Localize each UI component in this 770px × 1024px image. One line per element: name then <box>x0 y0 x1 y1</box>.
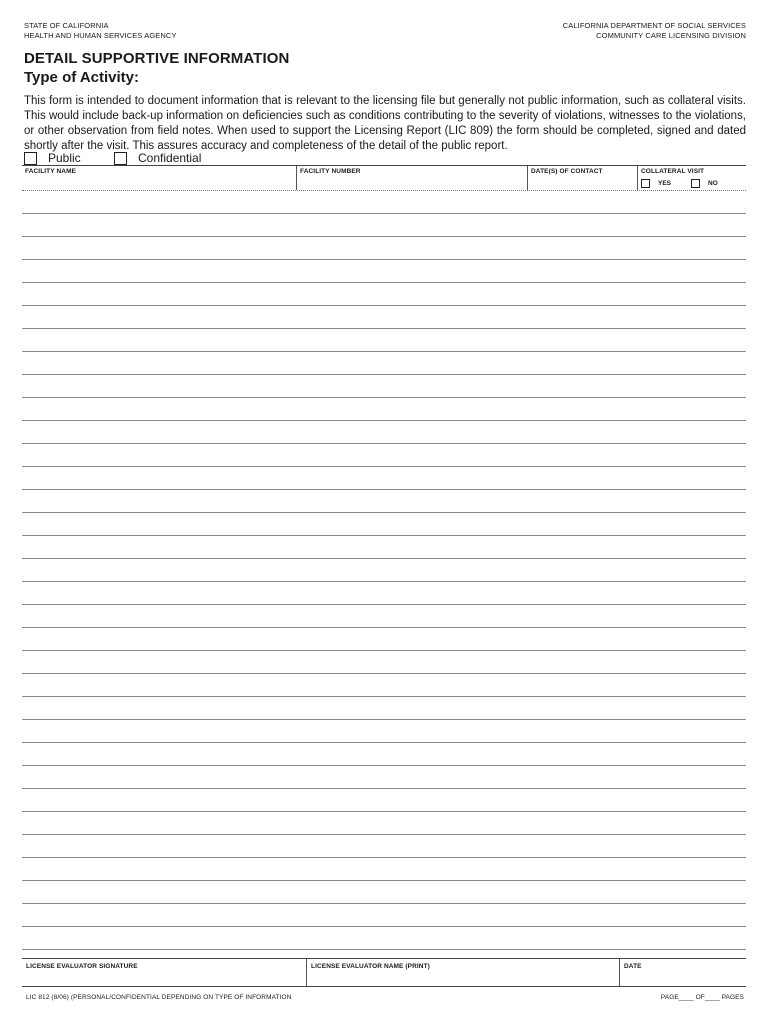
ruled-line <box>22 328 746 329</box>
ruled-line <box>22 604 746 605</box>
facility-name-label: FACILITY NAME <box>25 168 77 175</box>
ruled-line <box>22 374 746 375</box>
ruled-line <box>22 673 746 674</box>
ruled-line <box>22 489 746 490</box>
facility-number-field[interactable] <box>296 166 528 190</box>
yes-checkbox[interactable] <box>641 179 650 188</box>
ruled-line <box>22 466 746 467</box>
no-checkbox[interactable] <box>691 179 700 188</box>
ruled-line <box>22 443 746 444</box>
ruled-line <box>22 788 746 789</box>
date-field[interactable] <box>619 959 747 986</box>
signature-field[interactable] <box>22 959 306 986</box>
ruled-line <box>22 213 746 214</box>
date-label: DATE <box>624 963 642 970</box>
ruled-line <box>22 535 746 536</box>
ruled-line <box>22 581 746 582</box>
ruled-line <box>22 351 746 352</box>
collateral-visit-field <box>637 166 747 190</box>
department-header <box>563 21 746 41</box>
ruled-line <box>22 857 746 858</box>
page-count: PAGE____ OF____ PAGES <box>660 994 744 1001</box>
form-title: DETAIL SUPPORTIVE INFORMATION <box>24 50 290 67</box>
form-identifier: LIC 812 (8/06) (PERSONAL/CONFIDENTIAL DEPENDING ON TYPE OF INFORMATION <box>26 994 292 1001</box>
ruled-line <box>22 926 746 927</box>
ruled-line <box>22 742 746 743</box>
agency-header <box>24 21 177 41</box>
ruled-line <box>22 903 746 904</box>
collateral-yes-option[interactable] <box>641 179 671 188</box>
public-checkbox[interactable] <box>24 152 37 165</box>
public-label: Public <box>48 151 81 165</box>
evaluator-name-label: LICENSE EVALUATOR NAME (PRINT) <box>311 963 430 970</box>
agency-name: HEALTH AND HUMAN SERVICES AGENCY <box>24 31 177 40</box>
ruled-line <box>22 949 746 950</box>
confidential-option[interactable] <box>114 151 201 165</box>
division-name: COMMUNITY CARE LICENSING DIVISION <box>596 31 746 40</box>
dates-of-contact-label: DATE(S) OF CONTACT <box>531 168 603 175</box>
ruled-line <box>22 558 746 559</box>
ruled-line <box>22 397 746 398</box>
state-name: STATE OF CALIFORNIA <box>24 21 109 30</box>
form-instructions: This form is intended to document information that is relevant to the licensing file but generally not public information, such as collateral visits. This would include back-up information on deficiencies such as conditions contributing to the severity of violations, witnesses to the violations, or other observation from field notes. When used to support the Licensing Report (LIC 809) the form should be completed, signed and dated shortly after the visit. This assures accuracy and completeness of the detail of the public report. <box>24 95 746 152</box>
ruled-line <box>22 811 746 812</box>
dates-of-contact-field[interactable] <box>527 166 638 190</box>
ruled-line <box>22 834 746 835</box>
notes-writing-area[interactable] <box>22 191 746 939</box>
department-name: CALIFORNIA DEPARTMENT OF SOCIAL SERVICES <box>562 21 746 30</box>
collateral-no-option[interactable] <box>691 179 718 188</box>
ruled-line <box>22 259 746 260</box>
ruled-line <box>22 719 746 720</box>
evaluator-name-field[interactable] <box>306 959 620 986</box>
ruled-line <box>22 880 746 881</box>
confidential-label: Confidential <box>138 151 202 165</box>
confidential-checkbox[interactable] <box>114 152 127 165</box>
facility-info-row <box>22 165 746 191</box>
public-option[interactable] <box>24 151 81 165</box>
ruled-line <box>22 627 746 628</box>
facility-number-label: FACILITY NUMBER <box>300 168 361 175</box>
signature-label: LICENSE EVALUATOR SIGNATURE <box>26 963 138 970</box>
ruled-line <box>22 420 746 421</box>
ruled-line <box>22 650 746 651</box>
ruled-line <box>22 305 746 306</box>
ruled-line <box>22 236 746 237</box>
facility-name-field[interactable] <box>22 166 296 190</box>
collateral-visit-label: COLLATERAL VISIT <box>641 168 705 175</box>
ruled-line <box>22 696 746 697</box>
no-label: NO <box>708 180 718 187</box>
signature-row <box>22 958 746 987</box>
ruled-line <box>22 765 746 766</box>
ruled-line <box>22 512 746 513</box>
yes-label: YES <box>658 180 672 187</box>
type-of-activity-label: Type of Activity: <box>24 69 140 86</box>
ruled-line <box>22 282 746 283</box>
